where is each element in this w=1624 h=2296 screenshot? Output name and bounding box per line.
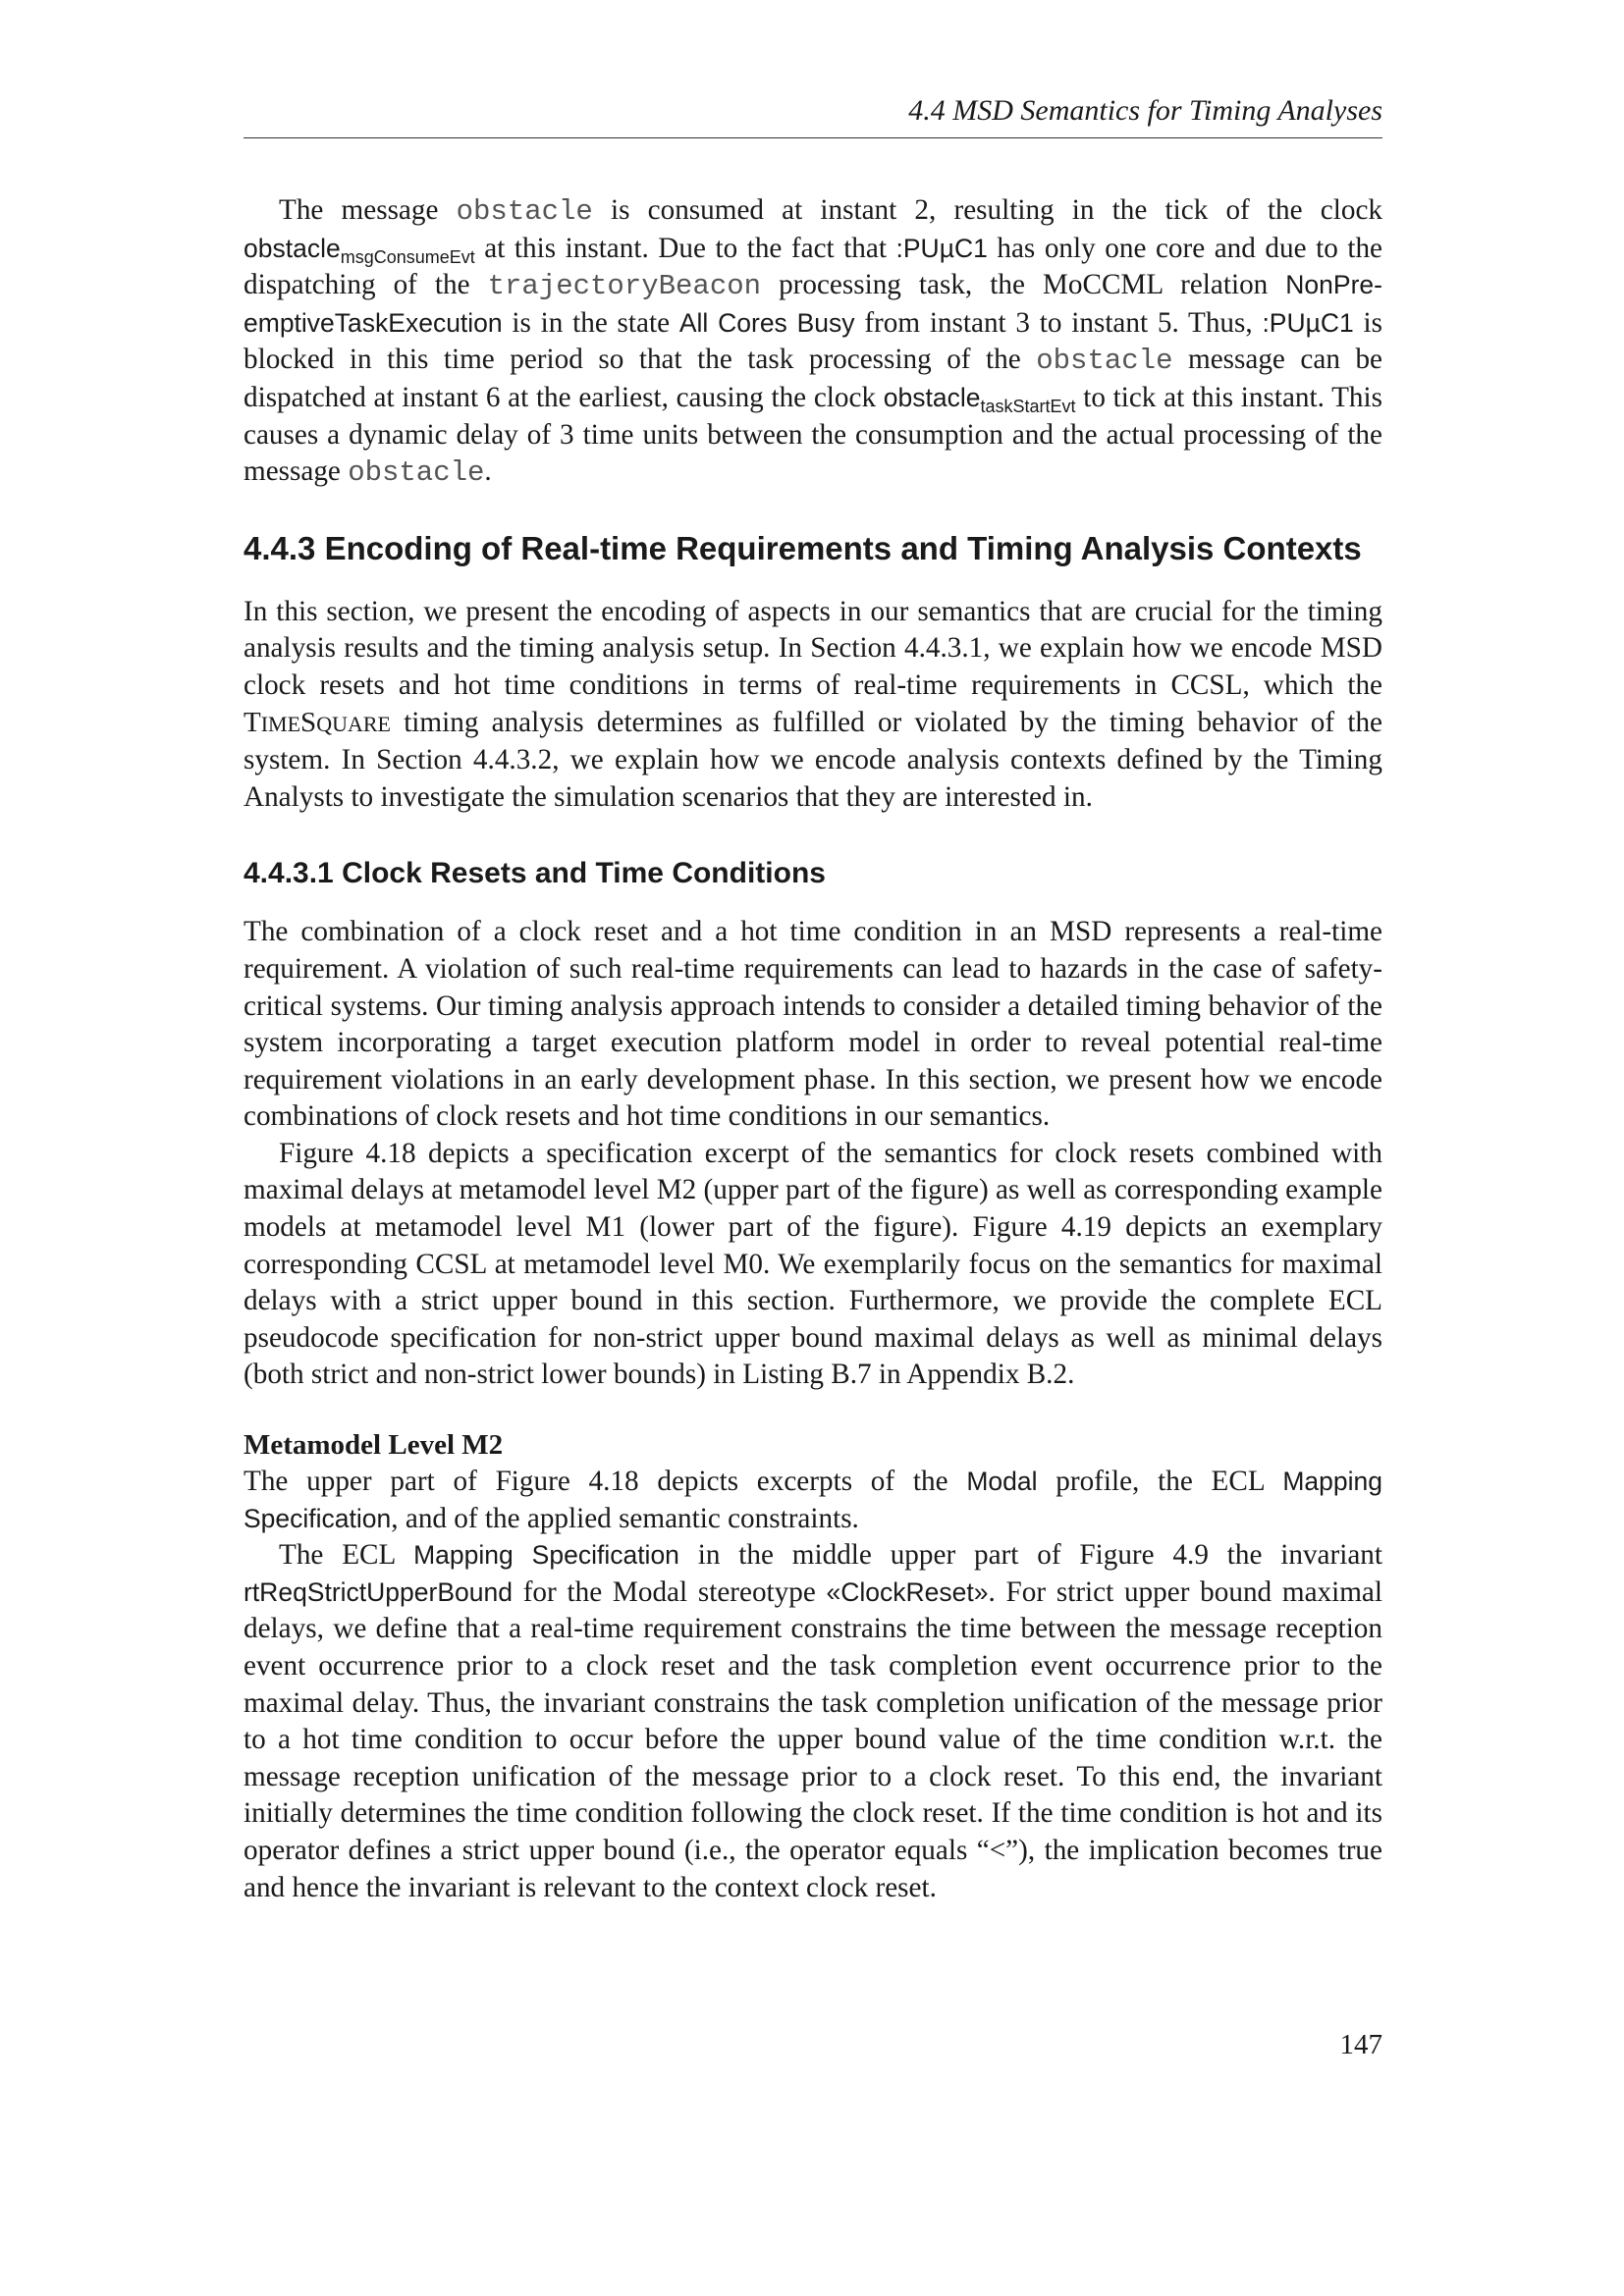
clock-base: obstacle (244, 233, 341, 263)
timesquare-name (244, 707, 391, 738)
text-run: profile, the ECL (1037, 1466, 1283, 1498)
text-run: The ECL (279, 1539, 414, 1572)
text-run: is blocked in this time period so that the task processing of the (244, 306, 1383, 376)
small-caps-rest: IME (260, 711, 301, 736)
clock-base: obstacle (883, 382, 981, 412)
small-caps-rest: QUARE (316, 711, 391, 736)
processing-unit-name: :PUµC1 (895, 233, 988, 263)
text-run: is consumed at instant 2, resulting in the tick of the clock (592, 194, 1382, 226)
code-term: obstacle (1036, 345, 1173, 378)
text-run: at this instant. Due to the fact that (474, 232, 896, 264)
paragraph-invariant (244, 1537, 1382, 1906)
paragraph-figure-4-18: Figure 4.18 depicts a specification excerpt of the semantics for clock resets combined with maximal delays at metamodel level M2 (upper part of the figure) as well as corresponding example models at metamodel level M1 (lower part of the figure). Figure 4.19 depicts an exemplary corresponding CCSL at metamodel level M0. We exemplarily focus on the semantics for maximal delays with a strict upper bound in this section. Furthermore, we provide the complete ECL pseudocode specification for non-strict upper bound maximal delays as well as minimal delays (both strict and non-strict lower bounds) in Listing B.7 in Appendix B.2. (244, 1137, 1382, 1391)
small-caps-initial: S (300, 706, 317, 738)
text-run: for the Modal stereotype (512, 1575, 827, 1608)
processing-unit-name: :PUµC1 (1262, 307, 1354, 338)
section-heading: 4.4.3 Encoding of Real-time Requirements and Timing Analysis Contexts (244, 529, 1362, 566)
text-run: from instant 3 to instant 5. Thus, (854, 306, 1263, 339)
text-run: The upper part of Figure 4.18 depicts excerpts of the (244, 1466, 967, 1498)
subsection-heading: 4.4.3.1 Clock Resets and Time Conditions (244, 857, 826, 890)
text-run: has only one core and due to the dispatching of the (244, 232, 1382, 301)
text-run: message can be dispatched at instant 6 at the earliest, causing the clock (244, 344, 1382, 413)
profile-name: Modal (966, 1467, 1038, 1497)
paragraph-section-intro (244, 594, 1382, 817)
running-head: 4.4 MSD Semantics for Timing Analyses (244, 94, 1382, 138)
spec-name: Mapping Specification (244, 1467, 1382, 1533)
clock-subscript: taskStartEvt (980, 396, 1076, 416)
clock-subscript: msgConsumeEvt (340, 246, 475, 267)
text-run: to tick at this instant. This causes a dynamic delay of 3 time units between the consumption and the actual processing of the message (244, 381, 1382, 488)
spec-name: Mapping Specification (413, 1540, 679, 1571)
invariant-name: rtReqStrictUpperBound (244, 1576, 513, 1607)
clock-name (883, 382, 1076, 416)
text-run: The message (279, 194, 457, 226)
state-name: All Cores Busy (678, 307, 855, 338)
clock-name (244, 233, 475, 267)
page-number: 147 (1339, 2029, 1382, 2060)
text-run: . (484, 455, 492, 488)
stereotype-name: «ClockReset» (826, 1576, 989, 1607)
code-term: obstacle (348, 456, 485, 490)
relation-name: NonPreemptiveTaskExecution (244, 270, 1382, 338)
code-term: trajectoryBeacon (487, 270, 762, 303)
code-term: obstacle (456, 195, 593, 228)
small-caps-initial: T (244, 706, 261, 738)
body-text (244, 192, 1382, 1906)
text-run: In this section, we present the encoding of aspects in our semantics that are crucial for the timing analysis results and the timing analysis setup. In Section 4.4.3.1, we explain how we encode MSD clock resets and hot time conditions in terms of real-time requirements in CCSL, which the (244, 595, 1382, 701)
paragraph-obstacle-example (244, 192, 1382, 492)
text-run: , and of the applied semantic constraints. (391, 1502, 859, 1534)
text-run: in the middle upper part of Figure 4.9 the invariant (678, 1539, 1382, 1572)
text-run: processing task, the MoCCML relation (761, 269, 1286, 301)
text-run: . For strict upper bound maximal delays, we define that a real-time requirement constrains the time between the message reception event occurrence prior to a clock reset and the task completion event occurrence prior to the maximal delay. Thus, the invariant constrains the task completion unification of the message prior to a hot time condition to occur before the upper bound value of the time condition w.r.t. the message reception unification of the message prior to a clock reset. To this end, the invariant initially determines the time condition following the clock reset. If the time condition is hot and its operator defines a strict upper bound (i.e., the operator equals “<”), the implication becomes true and hence the invariant is relevant to the context clock reset. (244, 1575, 1382, 1903)
paragraph-heading: Metamodel Level M2 (244, 1429, 504, 1462)
paragraph-clock-reset-intro: The combination of a clock reset and a hot time condition in an MSD represents a real-time requirement. A violation of such real-time requirements can lead to hazards in the case of safety-critical systems. Our timing analysis approach intends to consider a detailed timing behavior of the system incorporating a target execution platform model in order to reveal potential real-time requirement violations in an early development phase. In this section, we present how we encode combinations of clock resets and hot time conditions in our semantics. (244, 916, 1382, 1133)
paragraph-m2-overview (244, 1464, 1382, 1537)
text-run: timing analysis determines as fulfilled or violated by the timing behavior of the system. In Section 4.4.3.2, we explain how we encode analysis contexts defined by the Timing Analysts to investigate the simulation scenarios that they are interested in. (244, 706, 1382, 813)
text-run: is in the state (502, 306, 679, 339)
